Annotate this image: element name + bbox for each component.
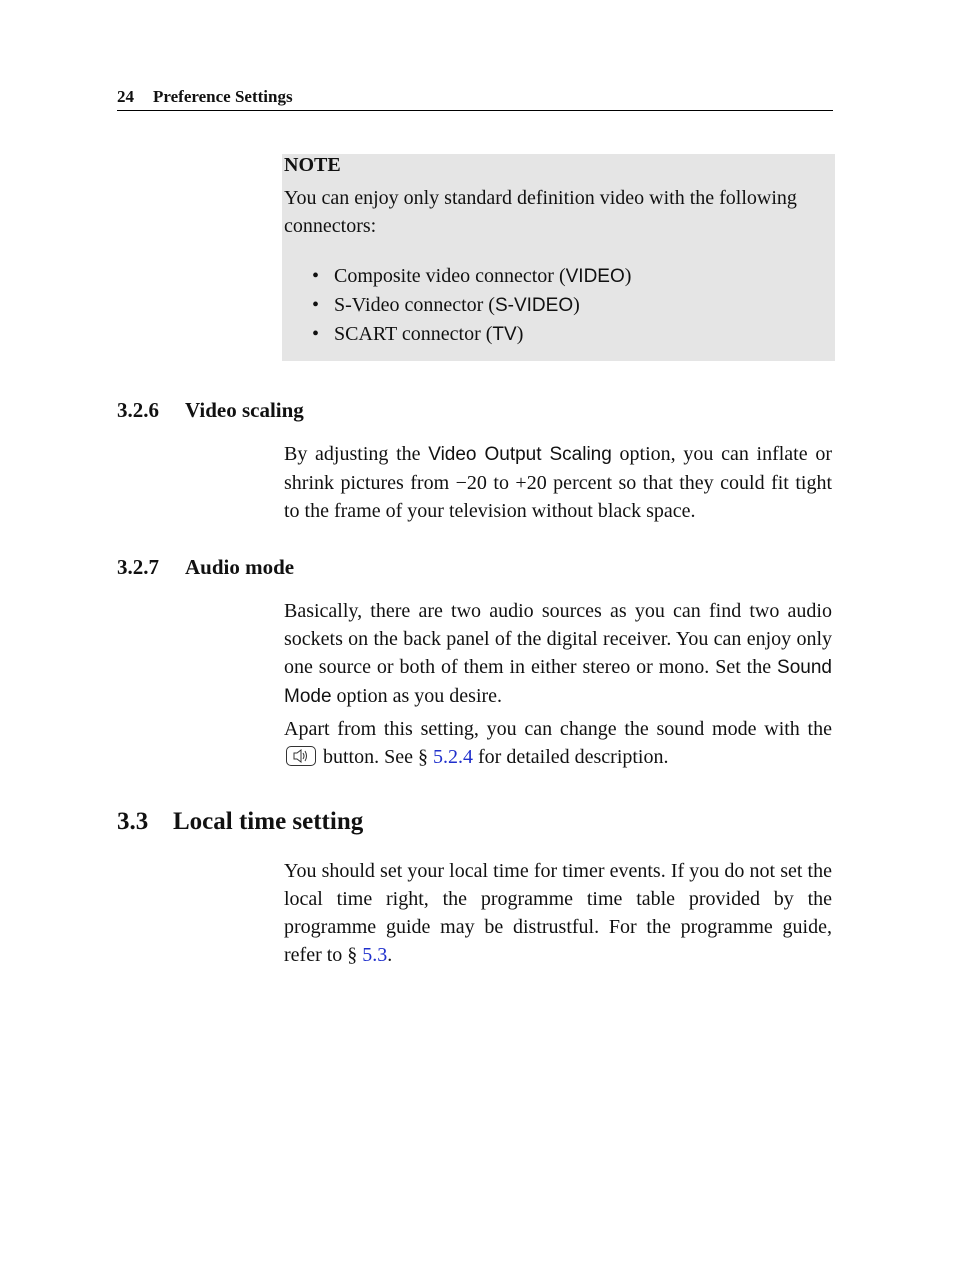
note-text: You can enjoy only standard definition video with the following connectors: (284, 187, 797, 237)
list-item: • S-Video connector (S-VIDEO) (312, 291, 631, 320)
section-link-5-3[interactable]: 5.3 (362, 944, 388, 966)
section-link-5-2-4[interactable]: 5.2.4 (433, 746, 473, 768)
page-number: 24 (117, 87, 134, 106)
connector-list (312, 262, 631, 349)
section-heading-local-time: 3.3 Local time setting (117, 808, 364, 835)
audio-mode-paragraph-1: Basically, there are two audio sources as you can find two audio sockets on the back panel of the digital receiver. You can enjoy only one source or both of them in either stereo or mono. Set the Sound Mode option as you desire. (284, 600, 832, 707)
list-item: • SCART connector (TV) (312, 320, 631, 349)
list-item: • Composite video connector (VIDEO) (312, 262, 631, 291)
bullet-icon: • (312, 323, 320, 345)
local-time-paragraph: You should set your local time for timer events. If you do not set the local time right, the programme time table provided by the programme guide may be distrustful. For the programme guide, refer to § 5.3. (284, 860, 832, 966)
video-scaling-paragraph: By adjusting the Video Output Scaling option, you can inflate or shrink pictures from −20 to +20 percent so that they could fit tight to the frame of your television without black space. (284, 443, 832, 522)
speaker-icon (286, 746, 316, 766)
note-title: NOTE (284, 154, 341, 176)
audio-mode-paragraph-2: Apart from this setting, you can change the sound mode with the button. See § 5.2.4 for detailed description. (284, 718, 832, 768)
note-box (282, 154, 835, 361)
bullet-icon: • (312, 294, 320, 316)
page-header (117, 86, 833, 111)
section-heading-video-scaling: 3.2.6 Video scaling (117, 398, 304, 422)
section-heading-audio-mode: 3.2.7 Audio mode (117, 555, 295, 579)
header-title: Preference Settings (153, 87, 293, 106)
bullet-icon: • (312, 265, 320, 287)
